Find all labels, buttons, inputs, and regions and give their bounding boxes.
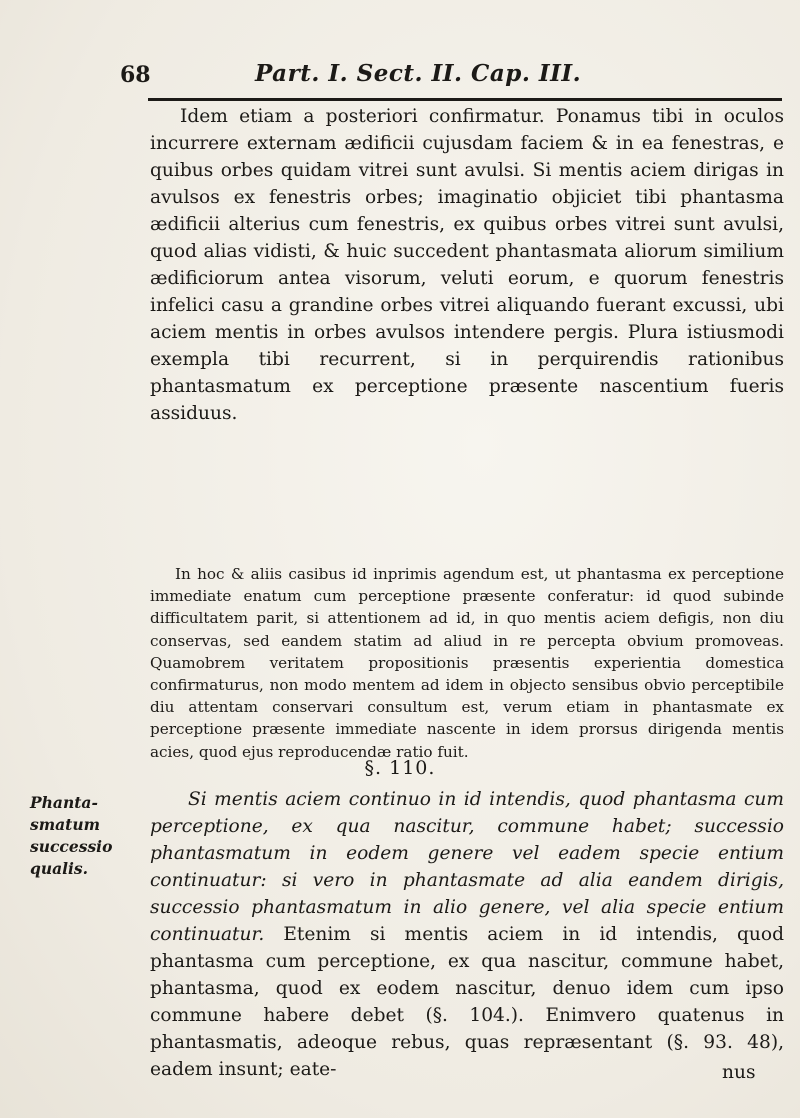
sidenote-line: smatum <box>30 815 100 834</box>
section-proof: Etenim si mentis aciem in id intendis, quod phantasma cum perceptione, ex qua nascitur, commune habet, phantasma, quod ex eodem nascitur, denuo idem cum ipso commune habere debet (§. 104.). Enimvero quatenus in phantasmatis, adeoque rebus, quas repræsentant (§. 93. 48), eadem insunt; eate- <box>150 924 784 1080</box>
sidenote-line: Phanta- <box>30 793 98 812</box>
main-paragraph: Idem etiam a posteriori confirmatur. Ponamus tibi in oculos incurrere externam ædificii cujusdam faciem & in ea fenestras, e quibus orbes quidam vitrei sunt avulsi. Si mentis aciem dirigas in avulsos ex fenestris orbes; imaginatio objiciet tibi phantasma ædificii alterius cum fenestris, ex quibus orbes vitrei sunt avulsi, quod alias vidisti, & huic succedent phantasmata aliorum similium ædificiorum antea visorum, veluti eorum, e quorum fenestris infelici casu a grandine orbes vitrei aliquando fuerant excussi, ubi aciem mentis in orbes avulsos intendere pergis. Plura istiusmodi exempla tibi recurrent, si in perquirendis rationibus phantasmatum ex perceptione præsente nascentium fueris assiduus. <box>150 106 784 424</box>
section-number: §. 110. <box>364 757 436 779</box>
page-header <box>0 60 800 90</box>
page-number: 68 <box>120 62 151 88</box>
note-paragraph: In hoc & aliis casibus id inprimis agendum est, ut phantasma ex perceptione immediate enatum cum perceptione præsente conferatur: id quod subinde difficultatem parit, si attentionem ad id, in quo mentis aciem defigis, non diu conservas, sed eandem statim ad aliud in re percepta obvium promoveas. Quamobrem veritatem propositionis præsentis experientia domestica confirmaturus, non modo mentem ad idem in objecto sensibus obvio perceptibile diu attentam conservari consultum est, verum etiam in phantasmate ex perceptione præsente immediate nascente in idem prorsus dirigenda mentis acies, quod ejus reproducendæ ratio fuit. <box>150 565 784 761</box>
margin-sidenote <box>30 792 140 880</box>
sidenote-line: qualis. <box>30 859 89 878</box>
section-thesis: Si mentis aciem continuo in id intendis, quod phantasma cum perceptione, ex qua nascitur, commune habet; successio phantasmatum in eodem genere vel eadem specie entium continuatur: si vero in phantasmate ad alia eandem dirigis, successio phantasmatum in alio genere, vel alia specie entium continuatur. <box>150 789 784 945</box>
running-title: Part. I. Sect. II. Cap. III. <box>255 60 582 87</box>
section-body <box>150 786 784 1083</box>
catchword: nus <box>722 1062 756 1083</box>
header-rule <box>148 98 782 101</box>
sidenote-line: successio <box>30 837 113 856</box>
